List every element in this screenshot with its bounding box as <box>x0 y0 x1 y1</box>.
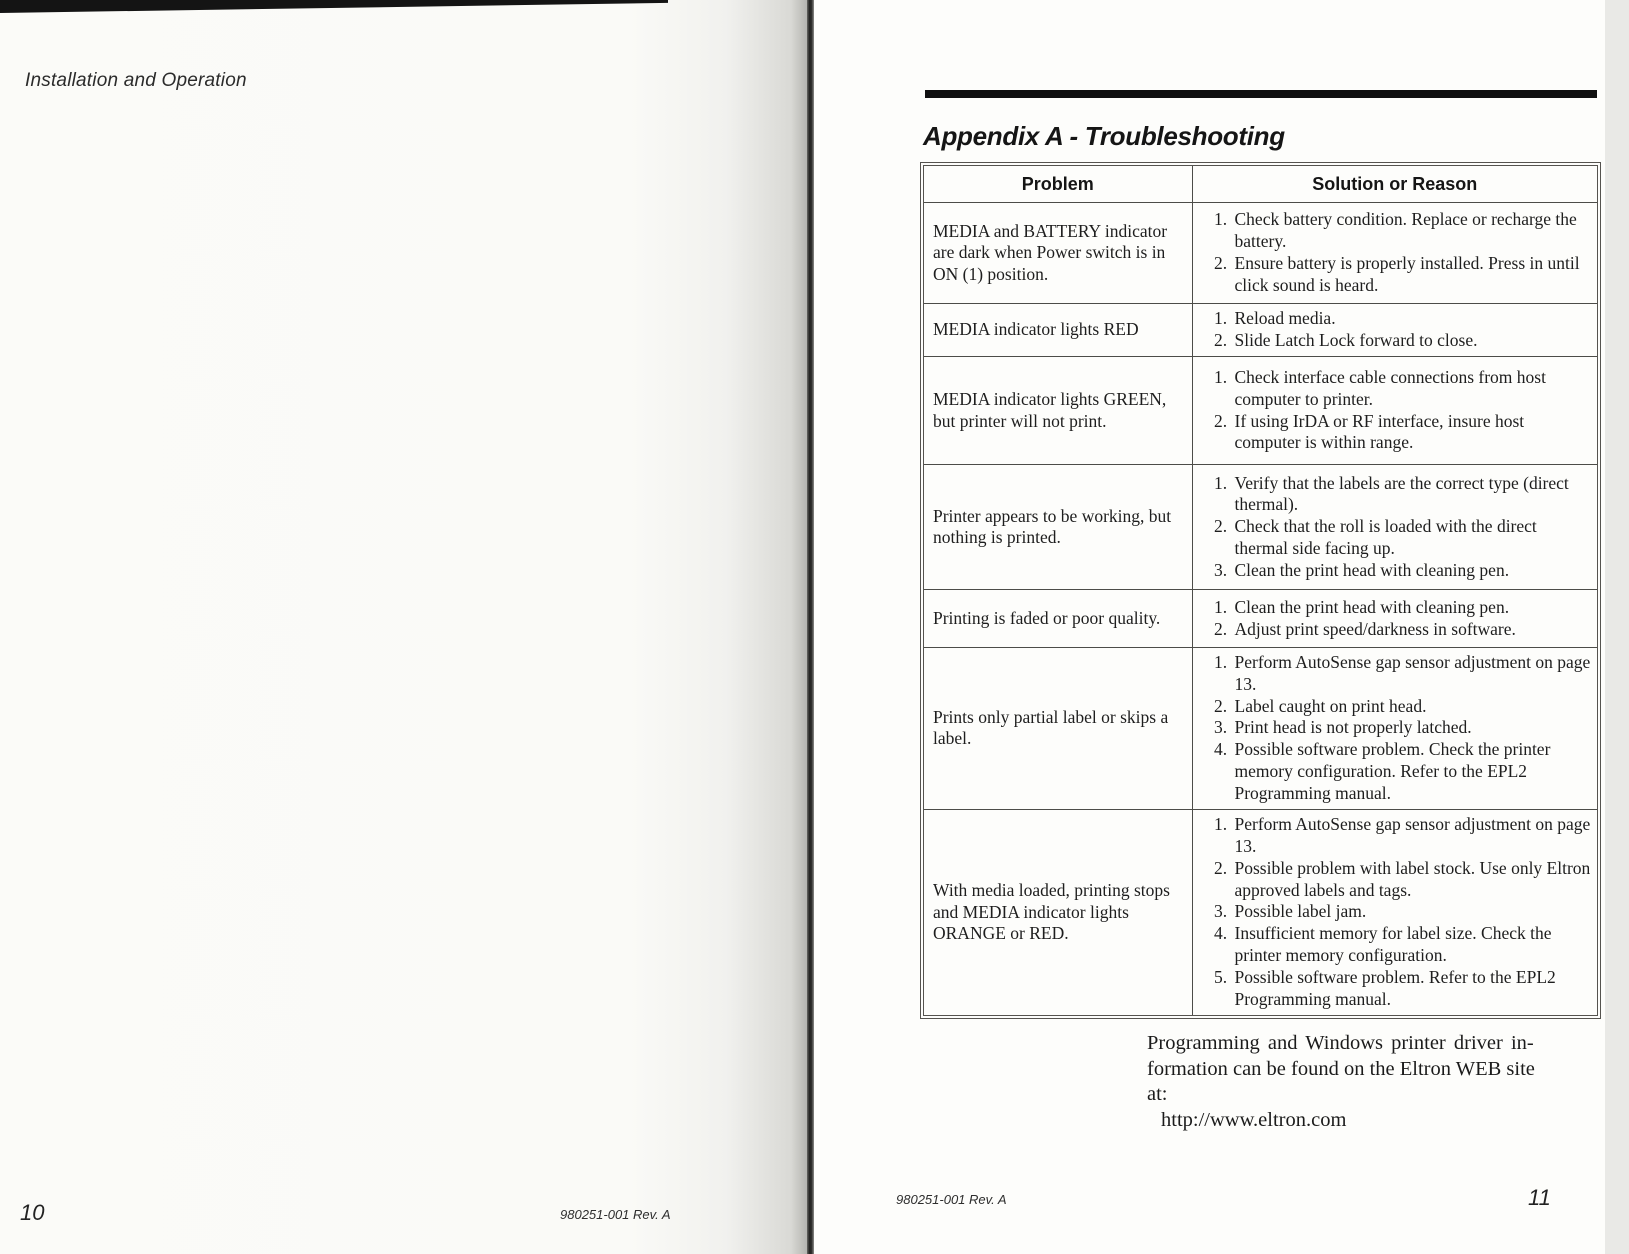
table-row <box>924 203 1597 304</box>
problem-cell: Prints only partial label or skips a label. <box>924 648 1192 810</box>
solution-item: 2. Label caught on print head. <box>1232 696 1594 718</box>
troubleshooting-table-body <box>924 203 1597 1016</box>
problem-cell: MEDIA indicator lights GREEN, but printer will not print. <box>924 357 1192 465</box>
solution-item: 1. Clean the print head with cleaning pen. <box>1232 597 1594 619</box>
table-row <box>924 357 1597 465</box>
table-row <box>924 590 1597 648</box>
title-rule <box>925 90 1597 98</box>
note-line: formation can be found on the Eltron WEB site <box>1147 1057 1535 1080</box>
solution-item: 2. If using IrDA or RF interface, insure host computer is within range. <box>1232 411 1594 455</box>
solution-item: 1. Perform AutoSense gap sensor adjustment on page 13. <box>1232 652 1594 696</box>
note-line: at: <box>1147 1083 1168 1105</box>
table-row <box>924 648 1597 810</box>
column-header-solution: Solution or Reason <box>1192 166 1597 203</box>
column-header-problem: Problem <box>924 166 1192 203</box>
problem-cell: MEDIA indicator lights RED <box>924 304 1192 357</box>
right-page-number: 11 <box>1528 1185 1551 1210</box>
solution-item: 1. Check battery condition. Replace or recharge the battery. <box>1232 209 1594 253</box>
solution-cell <box>1192 357 1597 465</box>
solution-item: 3. Possible label jam. <box>1232 901 1594 923</box>
problem-cell: MEDIA and BATTERY indicator are dark when Power switch is in ON (1) position. <box>924 203 1192 304</box>
problem-cell: With media loaded, printing stops and MEDIA indicator lights ORANGE or RED. <box>924 809 1192 1015</box>
table-row <box>924 304 1597 357</box>
solution-cell <box>1192 465 1597 590</box>
left-page-footer-revision: 980251-001 Rev. A <box>560 1207 671 1222</box>
solution-cell <box>1192 809 1597 1015</box>
table-header-row <box>924 166 1597 203</box>
table-row <box>924 465 1597 590</box>
solution-item: 2. Possible problem with label stock. Use only Eltron approved labels and tags. <box>1232 858 1594 902</box>
solution-item: 1. Check interface cable connections from host computer to printer. <box>1232 367 1594 411</box>
solution-item: 2. Check that the roll is loaded with the direct thermal side facing up. <box>1232 516 1594 560</box>
note-line: Programming and Windows printer driver in- <box>1147 1032 1534 1054</box>
web-site-note <box>1147 1031 1547 1133</box>
problem-cell: Printer appears to be working, but nothing is printed. <box>924 465 1192 590</box>
solution-item: 2. Adjust print speed/darkness in software. <box>1232 619 1594 641</box>
scan-artifact-page-edge <box>1605 0 1629 1254</box>
problem-cell: Printing is faded or poor quality. <box>924 590 1192 648</box>
scan-artifact-top-edge <box>0 0 668 13</box>
solution-cell <box>1192 304 1597 357</box>
solution-item: 3. Print head is not properly latched. <box>1232 717 1594 739</box>
solution-item: 3. Clean the print head with cleaning pen. <box>1232 560 1594 582</box>
solution-item: 2. Ensure battery is properly installed. Press in until click sound is heard. <box>1232 253 1594 297</box>
solution-item: 1. Perform AutoSense gap sensor adjustment on page 13. <box>1232 814 1594 858</box>
solution-cell <box>1192 590 1597 648</box>
solution-cell <box>1192 203 1597 304</box>
solution-item: 5. Possible software problem. Refer to the EPL2 Programming manual. <box>1232 967 1594 1011</box>
table-row <box>924 809 1597 1015</box>
solution-item: 4. Insufficient memory for label size. Check the printer memory configuration. <box>1232 923 1594 967</box>
solution-item: 1. Reload media. <box>1232 308 1594 330</box>
solution-item: 4. Possible software problem. Check the printer memory configuration. Refer to the EPL2 Programming manual. <box>1232 739 1594 804</box>
eltron-website-url: http://www.eltron.com <box>1161 1108 1347 1131</box>
left-page-number: 10 <box>20 1200 45 1225</box>
left-page <box>0 0 807 1254</box>
troubleshooting-table <box>920 162 1601 1019</box>
right-page-footer-revision: 980251-001 Rev. A <box>896 1192 1007 1207</box>
appendix-title: Appendix A - Troubleshooting <box>923 121 1285 152</box>
solution-cell <box>1192 648 1597 810</box>
solution-item: 1. Verify that the labels are the correct type (direct thermal). <box>1232 473 1594 517</box>
book-spine-shadow <box>807 0 814 1254</box>
left-page-running-header: Installation and Operation <box>25 70 247 91</box>
solution-item: 2. Slide Latch Lock forward to close. <box>1232 330 1594 352</box>
